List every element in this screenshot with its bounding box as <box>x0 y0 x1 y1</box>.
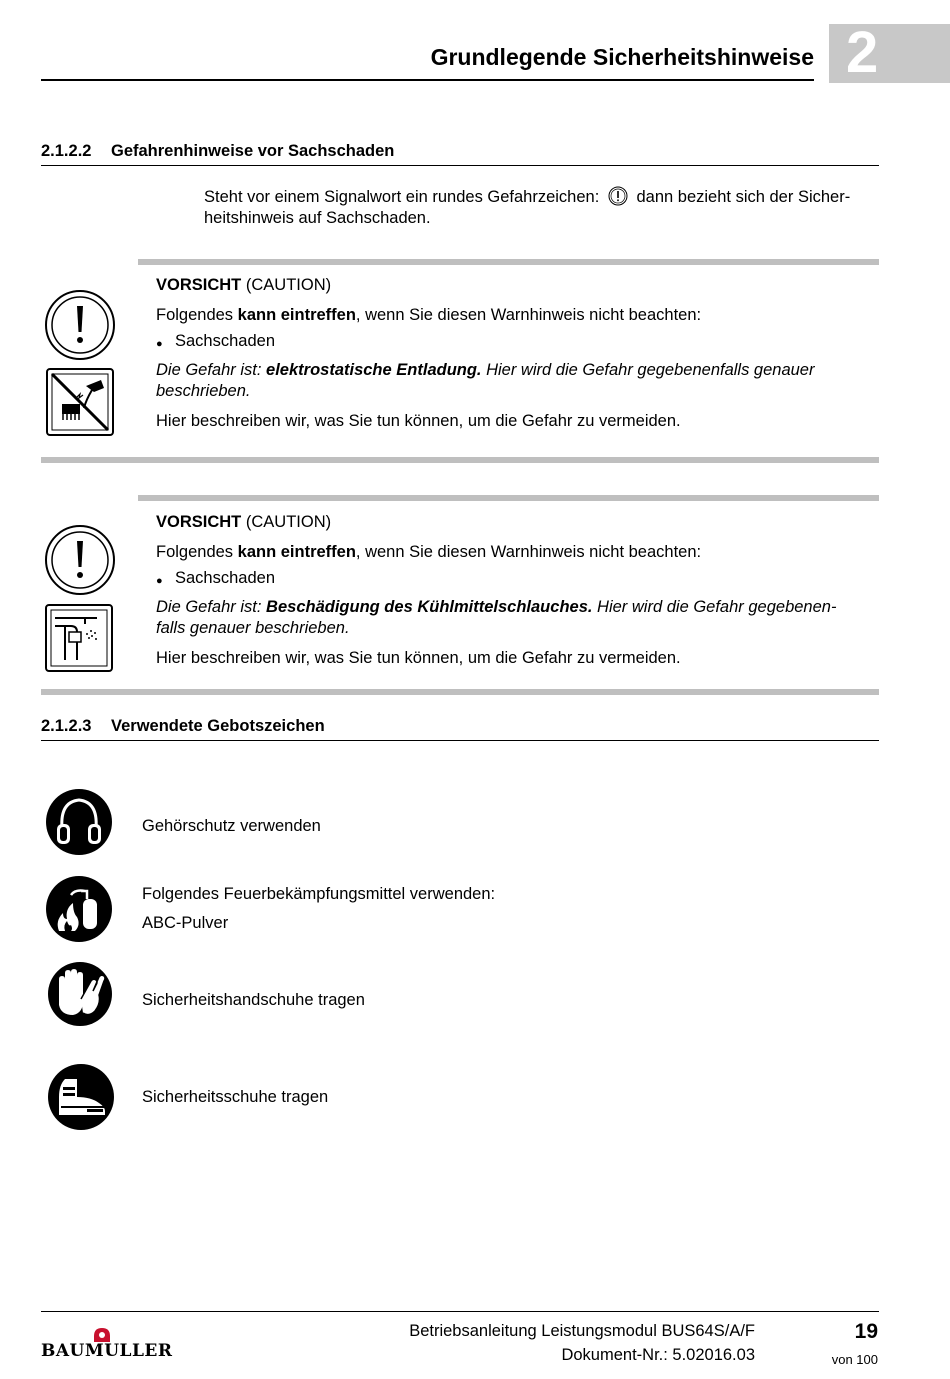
consequence-prefix: Folgendes <box>156 306 238 324</box>
footer-rule <box>41 1311 879 1312</box>
danger-description <box>156 360 876 402</box>
circle-danger-icon <box>44 289 116 361</box>
section-heading-2-1-2-3 <box>41 717 879 741</box>
intro-text-part1: Steht vor einem Signalwort ein rundes Gefahrzeichen: <box>204 188 600 206</box>
footer-doc-number: Dokument-Nr.: 5.02016.03 <box>561 1346 755 1364</box>
baumuller-logo <box>41 1325 173 1361</box>
consequence-bullet: ● Sachschaden <box>156 331 876 352</box>
section-title: Gefahrenhinweise vor Sachschaden <box>111 142 395 160</box>
section-number: 2.1.2.3 <box>41 717 92 735</box>
remedy-text: Hier beschreiben wir, was Sie tun können, um die Gefahr zu vermeiden. <box>156 412 681 430</box>
esd-warning-icon <box>46 368 114 436</box>
signal-word-en: (CAUTION) <box>245 276 332 294</box>
section-title: Verwendete Gebotszeichen <box>111 717 325 735</box>
consequence-bold: kann eintreffen <box>237 306 356 324</box>
danger-line2: beschrieben. <box>156 382 251 400</box>
safety-shoes-icon <box>47 1063 115 1131</box>
warning-bottom-bar <box>41 457 879 463</box>
ear-protection-icon <box>45 788 113 856</box>
brand-name: BAUMULLER <box>41 1341 173 1361</box>
sign-text-safety-gloves: Sicherheitshandschuhe tragen <box>142 991 365 1009</box>
warning-block-1 <box>156 275 876 432</box>
danger-bold: Beschädigung des Kühlmittelschlauches. <box>266 598 593 616</box>
consequence-suffix: , wenn Sie diesen Warnhinweis nicht beachten: <box>355 543 702 561</box>
footer-doc-title: Betriebsanleitung Leistungsmodul BUS64S/A/F <box>409 1322 755 1340</box>
coolant-hose-icon <box>45 604 113 672</box>
warning-top-bar <box>138 495 879 501</box>
danger-line2: falls genauer beschrieben. <box>156 619 350 637</box>
circle-danger-icon <box>44 524 116 596</box>
consequence-suffix: , wenn Sie diesen Warnhinweis nicht beachten: <box>355 306 702 324</box>
section-heading-2-1-2-2 <box>41 142 879 166</box>
safety-gloves-icon <box>47 961 113 1027</box>
circle-danger-inline-icon <box>608 186 628 206</box>
warning-bottom-bar <box>41 689 879 695</box>
consequence-bullet: ● Sachschaden <box>156 568 876 589</box>
sign-text-extinguishing-agent: ABC-Pulver <box>142 914 229 932</box>
sign-text-safety-shoes: Sicherheitsschuhe tragen <box>142 1088 329 1106</box>
intro-text-part2: dann bezieht sich der Sicher- <box>636 188 851 206</box>
danger-description <box>156 597 876 639</box>
fire-extinguisher-icon <box>45 875 113 943</box>
page-number: 19 <box>854 1320 878 1343</box>
consequence-prefix: Folgendes <box>156 543 238 561</box>
warning-block-2 <box>156 512 876 669</box>
chapter-number: 2 <box>846 20 879 85</box>
consequence-bold: kann eintreffen <box>237 543 356 561</box>
sign-text-fire-extinguisher: Folgendes Feuerbekämpfungsmittel verwenden: <box>142 885 496 903</box>
danger-prefix: Die Gefahr ist: <box>156 598 267 616</box>
signal-word: VORSICHT <box>156 276 242 294</box>
page-total: von 100 <box>831 1352 878 1367</box>
section-number: 2.1.2.2 <box>41 142 92 160</box>
sign-text-ear-protection: Gehörschutz verwenden <box>142 817 321 835</box>
intro-paragraph <box>204 186 884 229</box>
header-rule <box>41 79 814 81</box>
danger-bold: elektrostatische Entladung. <box>266 361 482 379</box>
signal-word-en: (CAUTION) <box>245 513 332 531</box>
danger-suffix: Hier wird die Gefahr gegebenen- <box>592 598 837 616</box>
warning-top-bar <box>138 259 879 265</box>
intro-text-line2: heitshinweis auf Sachschaden. <box>204 209 431 227</box>
danger-prefix: Die Gefahr ist: <box>156 361 267 379</box>
danger-suffix: Hier wird die Gefahr gegebenenfalls genauer <box>481 361 815 379</box>
page-header-title: Grundlegende Sicherheitshinweise <box>430 44 814 70</box>
remedy-text: Hier beschreiben wir, was Sie tun können, um die Gefahr zu vermeiden. <box>156 649 681 667</box>
signal-word: VORSICHT <box>156 513 242 531</box>
